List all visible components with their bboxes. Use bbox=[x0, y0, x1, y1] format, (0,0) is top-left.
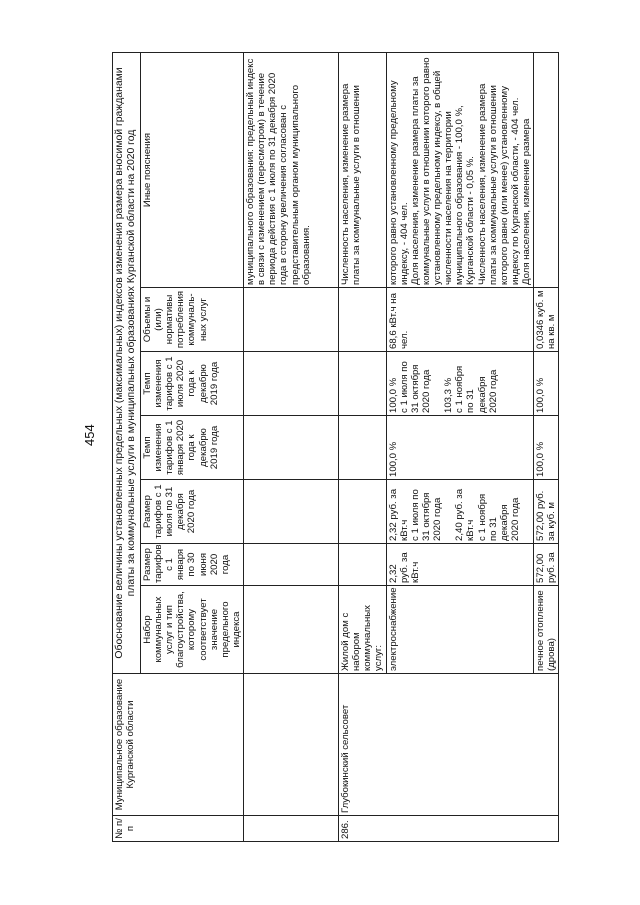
header-municipality: Муниципальное образование Курганской области bbox=[113, 674, 244, 816]
heating-rate-jul: 100,0 % bbox=[534, 352, 559, 416]
header-num: № п/п bbox=[113, 816, 244, 842]
electricity-notes: которого равно установленному предельному индексу, - 404 чел. Доля населения, изменение размера платы за коммунальные услуги в отношении которого равно установленному предельному индексу, в общей численности населения на территории муниципального образования - 100,0 %, Курганской области - 0,05 %. Численность населения, изменение размера платы за коммунальные услуги в отношении которого равно (или менее) установленному индексу по Курганской области, - 404 чел. Доля населения, изменение размера bbox=[386, 53, 534, 288]
row-house: Жилой дом с набором коммунальных услуг: bbox=[339, 586, 387, 674]
header-tariff-jul-dec: Размер тарифов с 1 июля по 31 декабря 2020 года bbox=[140, 480, 243, 544]
heating-rate-jan: 100,0 % bbox=[534, 416, 559, 480]
table-row bbox=[339, 53, 387, 842]
heating-notes bbox=[534, 53, 559, 288]
row-house-note: Численность населения, изменение размера платы за коммунальные услуги в отношении bbox=[339, 53, 387, 288]
electricity-name: электроснабжение bbox=[386, 586, 534, 674]
rotated-table-container bbox=[112, 52, 627, 842]
header-rate-jan: Темп изменения тарифов с 1 января 2020 года к декабрю 2019 года bbox=[140, 416, 243, 480]
heating-volumes: 0,0346 куб. м на кв. м bbox=[534, 288, 559, 352]
header-service-set: Набор коммунальных услуг и тип благоустройства, которому соответствует значение предельного индекса bbox=[140, 586, 243, 674]
heating-name: печное отопление (дрова) bbox=[534, 586, 559, 674]
electricity-tariff-jul-dec: 2,32 руб. за кВт.ч с 1 июля по 31 октября 2020 года 2,40 руб. за кВт.ч с 1 ноября по 31 декабря 2020 года bbox=[386, 480, 534, 544]
header-tariff-jan-jun: Размер тарифов с 1 января по 30 июня 2020 года bbox=[140, 544, 243, 586]
heating-tariff-jul-dec: 572,00 руб. за куб. м bbox=[534, 480, 559, 544]
index-justification-table bbox=[112, 52, 559, 842]
electricity-volumes: 68,6 кВт.ч на чел. bbox=[386, 288, 534, 352]
continuation-note: муниципального образования: предельный индекс в связи с изменением (пересмотром) в течение периода действия с 1 июля по 31 декабря 2020 года в сторону увеличения согласован с представительным органом муниципального образования. bbox=[244, 53, 339, 288]
row-municipality: Глубокинский сельсовет bbox=[339, 674, 559, 816]
electricity-tariff-jan-jun: 2,32 руб. за кВт.ч bbox=[386, 544, 534, 586]
row-num: 286. bbox=[339, 816, 559, 842]
header-notes: Иные пояснения bbox=[140, 53, 243, 288]
table-title: Обоснование величины установленных предельных (максимальных) индексов изменения размера вносимой гражданами платы за коммунальные услуги в муниципальных образованиях Курганской области на 2020 год bbox=[113, 53, 141, 674]
table-row bbox=[244, 53, 339, 842]
header-rate-jul: Темп изменения тарифов с 1 июля 2020 года к декабрю 2019 года bbox=[140, 352, 243, 416]
heating-tariff-jan-jun: 572,00 руб. за bbox=[534, 544, 559, 586]
page-number: 454 bbox=[82, 424, 97, 446]
electricity-rate-jul: 100,0 % с 1 июля по 31 октября 2020 года 103,3 % с 1 ноября по 31 декабря 2020 года bbox=[386, 352, 534, 416]
electricity-rate-jan: 100,0 % bbox=[386, 416, 534, 480]
header-volumes: Объемы и (или) нормативы потребления коммуналь-ных услуг bbox=[140, 288, 243, 352]
